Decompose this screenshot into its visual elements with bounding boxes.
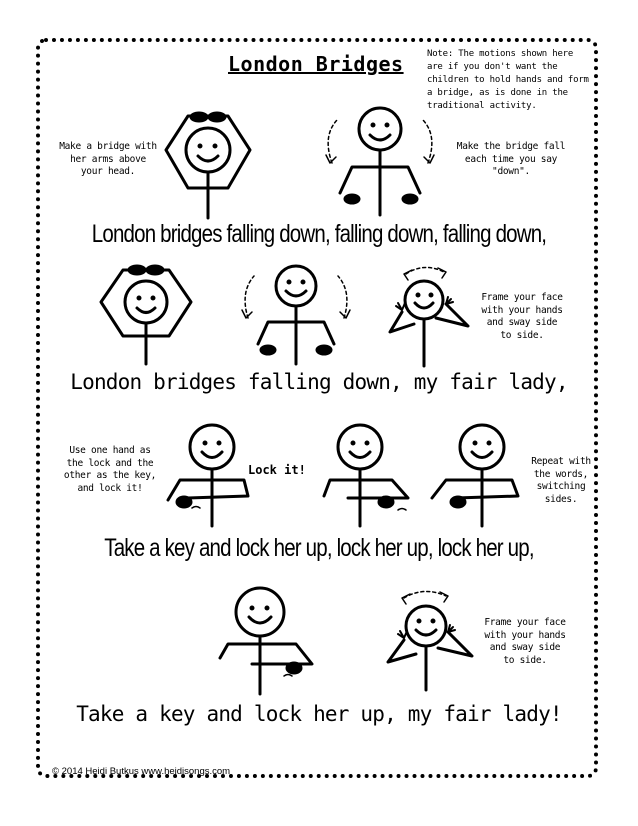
stick-figure-falling-icon	[238, 264, 354, 364]
instruction-make-bridge: Make a bridge with her arms above your head.	[59, 141, 157, 177]
stick-figure-lock-icon	[428, 422, 528, 526]
lyric-line-3: Take a key and lock her up, lock her up, lock her up,	[104, 534, 534, 562]
instruction-use-one-hand: Use one hand as the lock and the other as the key, and lock it!	[63, 445, 157, 494]
stick-figure-lock-icon	[162, 422, 252, 526]
copyright-footer: © 2014 Heidi Butkus www.heidisongs.com	[52, 766, 231, 777]
lyric-line-4: Take a key and lock her up, my fair lady!	[76, 702, 562, 726]
note-text: Note: The motions shown here are if you don't want the children to hold hands and form a bridge, as is done in the traditional activity.	[427, 49, 589, 111]
instruction-frame-face-2: Frame your face with your hands and sway side to side.	[484, 617, 566, 666]
stick-figure-frame-face-icon	[382, 586, 478, 690]
stick-figure-lock-icon	[212, 584, 322, 694]
stick-figure-bridge-icon	[97, 264, 197, 364]
stick-figure-bridge-icon	[158, 108, 258, 218]
lyric-line-1: London bridges falling down, falling down, falling down,	[91, 220, 547, 248]
stick-figure-frame-face-icon	[384, 262, 474, 366]
instruction-frame-face-1: Frame your face with your hands and sway side to side.	[481, 292, 563, 341]
page-title: London Bridges	[228, 52, 404, 76]
instruction-bridge-fall: Make the bridge fall each time you say "down".	[456, 141, 566, 177]
lyric-line-2: London bridges falling down, my fair lady,	[70, 370, 568, 394]
lock-it-label: Lock it!	[248, 463, 306, 477]
stick-figure-lock-icon	[318, 422, 418, 526]
instruction-repeat: Repeat with the words, switching sides.	[531, 456, 591, 505]
stick-figure-falling-icon	[320, 105, 440, 215]
